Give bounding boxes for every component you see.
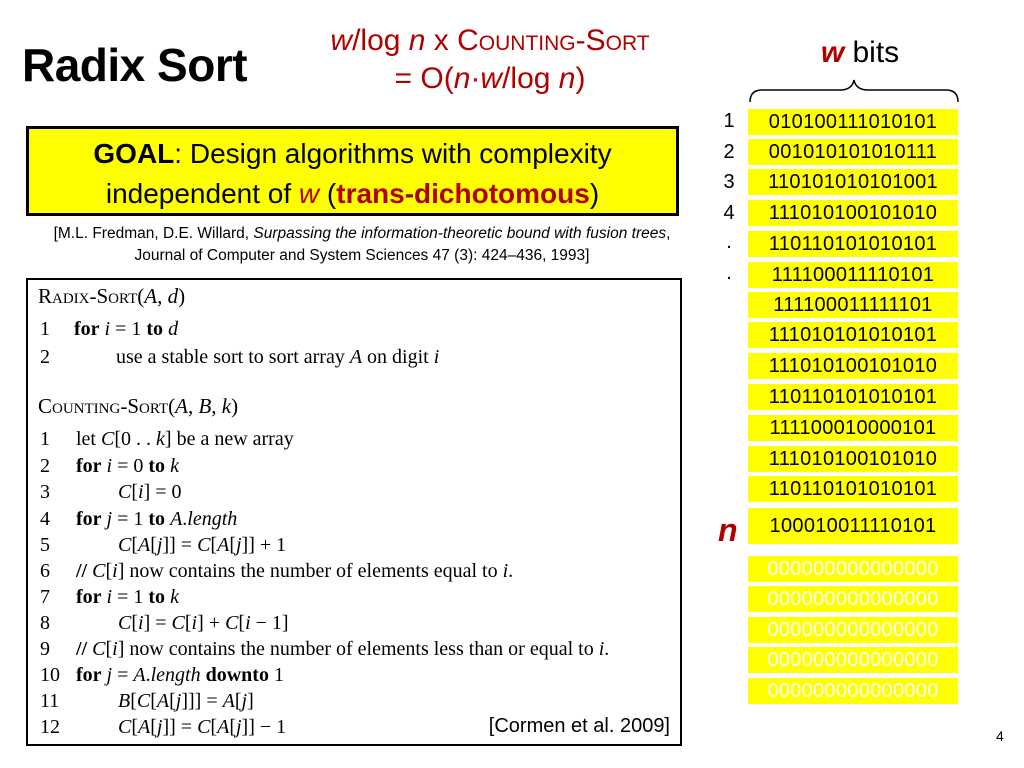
cs-line-5: C[A[j]] = C[A[j]] + 1: [118, 534, 287, 556]
goal-text-1: : Design algorithms with complexity: [174, 138, 612, 169]
w-bits-label: [760, 36, 960, 70]
radix-line-2: use a stable sort to sort array A on digit i: [116, 346, 440, 368]
goal-w: w: [298, 178, 320, 209]
page-number: 4: [996, 728, 1004, 744]
cs-line-number: 4: [40, 508, 50, 530]
formula-n2: n: [453, 62, 471, 95]
cs-line-number: 8: [40, 612, 50, 634]
binary-value: 111010100101010: [748, 353, 958, 379]
zero-value: 000000000000000: [748, 586, 958, 612]
ref1-post: , Journal of Computer and System Sciences 47 (3): 424–436, 1993]: [134, 225, 671, 264]
binary-value: 110110101010101: [748, 231, 958, 257]
formula-log: /log: [352, 24, 409, 57]
binary-value: 111010100101010: [748, 446, 958, 472]
goal-label: GOAL: [93, 138, 175, 169]
binary-value: 110110101010101: [748, 384, 958, 410]
cs-line-number: 7: [40, 586, 50, 608]
zero-value: 000000000000000: [748, 617, 958, 643]
radix-line-1: for i = 1 to d: [74, 318, 179, 340]
formula-close: ): [575, 62, 586, 95]
cs-line-number: 2: [40, 455, 50, 477]
ref1-title: Surpassing the information-theoretic bound with fusion trees: [253, 225, 667, 242]
row-label: .: [726, 231, 732, 253]
cs-line-number: 5: [40, 534, 50, 556]
cs-line-12: C[A[j]] = C[A[j]] − 1: [118, 716, 287, 738]
binary-value: 111100011111101: [748, 292, 958, 318]
cs-line-7: for i = 1 to k: [76, 586, 179, 608]
brace-icon: [748, 78, 960, 104]
slide-title: Radix Sort: [22, 39, 248, 91]
complexity-formula: [280, 22, 700, 98]
cs-line-4: for j = 1 to A.length: [76, 508, 238, 530]
cs-line-number: 10: [40, 664, 60, 686]
row-label: .: [726, 262, 732, 284]
cs-line-number: 1: [40, 428, 50, 450]
binary-value: 111010100101010: [748, 200, 958, 226]
binary-value: 111100010000101: [748, 415, 958, 441]
zero-value: 000000000000000: [748, 556, 958, 582]
zero-value: 000000000000000: [748, 647, 958, 673]
cs-line-2: for i = 0 to k: [76, 455, 179, 477]
formula-line-2: [280, 60, 700, 98]
cs-line-number: 9: [40, 638, 50, 660]
binary-value-n: 100010011110101: [748, 508, 958, 544]
ref1-pre: [M.L. Fredman, D.E. Willard,: [53, 225, 254, 242]
w-bits-text: bits: [844, 36, 900, 69]
radix-sort-header: Radix-Sort(A, d): [38, 284, 186, 308]
binary-value: 010100111010101: [748, 109, 958, 135]
binary-value: 110110101010101: [748, 476, 958, 502]
goal-line-1: [29, 134, 676, 174]
cs-line-number: 6: [40, 560, 50, 582]
goal-paren-close: ): [589, 178, 600, 209]
goal-paren-open: (: [319, 178, 337, 209]
formula-log2: /log: [502, 62, 559, 95]
radix-line-number: 1: [40, 318, 50, 340]
row-label: 4: [723, 202, 735, 224]
formula-w2: w: [480, 62, 503, 95]
row-label: 1: [723, 110, 735, 132]
formula-n3: n: [558, 62, 576, 95]
goal-box: [26, 126, 679, 216]
cs-line-number: 11: [40, 690, 60, 712]
formula-n: n: [408, 24, 426, 57]
cormen-reference: [Cormen et al. 2009]: [488, 715, 670, 737]
cs-line-1: let C[0 . . k] be a new array: [76, 428, 294, 450]
formula-w: w: [330, 24, 353, 57]
algorithm-box: [26, 278, 682, 746]
cs-line-3: C[i] = 0: [118, 481, 182, 503]
cs-line-11: B[C[A[j]]] = A[j]: [118, 690, 254, 712]
radix-line-number: 2: [40, 346, 50, 368]
zero-value: 000000000000000: [748, 678, 958, 704]
formula-dot: ·: [470, 62, 481, 95]
binary-value: 110101010101001: [748, 169, 958, 195]
cs-line-number: 3: [40, 481, 50, 503]
goal-term: trans-dichotomous: [336, 178, 590, 209]
formula-times: x: [425, 24, 458, 57]
row-label: 3: [723, 171, 735, 193]
binary-value: 111010101010101: [748, 322, 958, 348]
binary-value: 111100011110101: [748, 262, 958, 288]
counting-sort-header: Counting-Sort(A, B, k): [38, 394, 239, 418]
cs-line-10: for j = A.length downto 1: [76, 664, 284, 686]
formula-o: = O(: [394, 62, 454, 95]
goal-line-2: [29, 174, 676, 214]
formula-line-1: [280, 22, 700, 60]
formula-counting-sort: Counting-Sort: [457, 24, 650, 57]
cs-line-6: // C[i] now contains the number of elements equal to i.: [76, 560, 514, 582]
cs-line-9: // C[i] now contains the number of elements less than or equal to i.: [76, 638, 610, 660]
goal-text-2: independent of: [105, 178, 299, 209]
n-label: n: [718, 512, 738, 548]
cs-line-8: C[i] = C[i] + C[i − 1]: [118, 612, 289, 634]
row-label: 2: [723, 141, 735, 163]
binary-value: 001010101010111: [748, 139, 958, 165]
w-bits-w: w: [820, 36, 845, 69]
fredman-reference: [32, 223, 692, 267]
cs-line-number: 12: [40, 716, 60, 738]
